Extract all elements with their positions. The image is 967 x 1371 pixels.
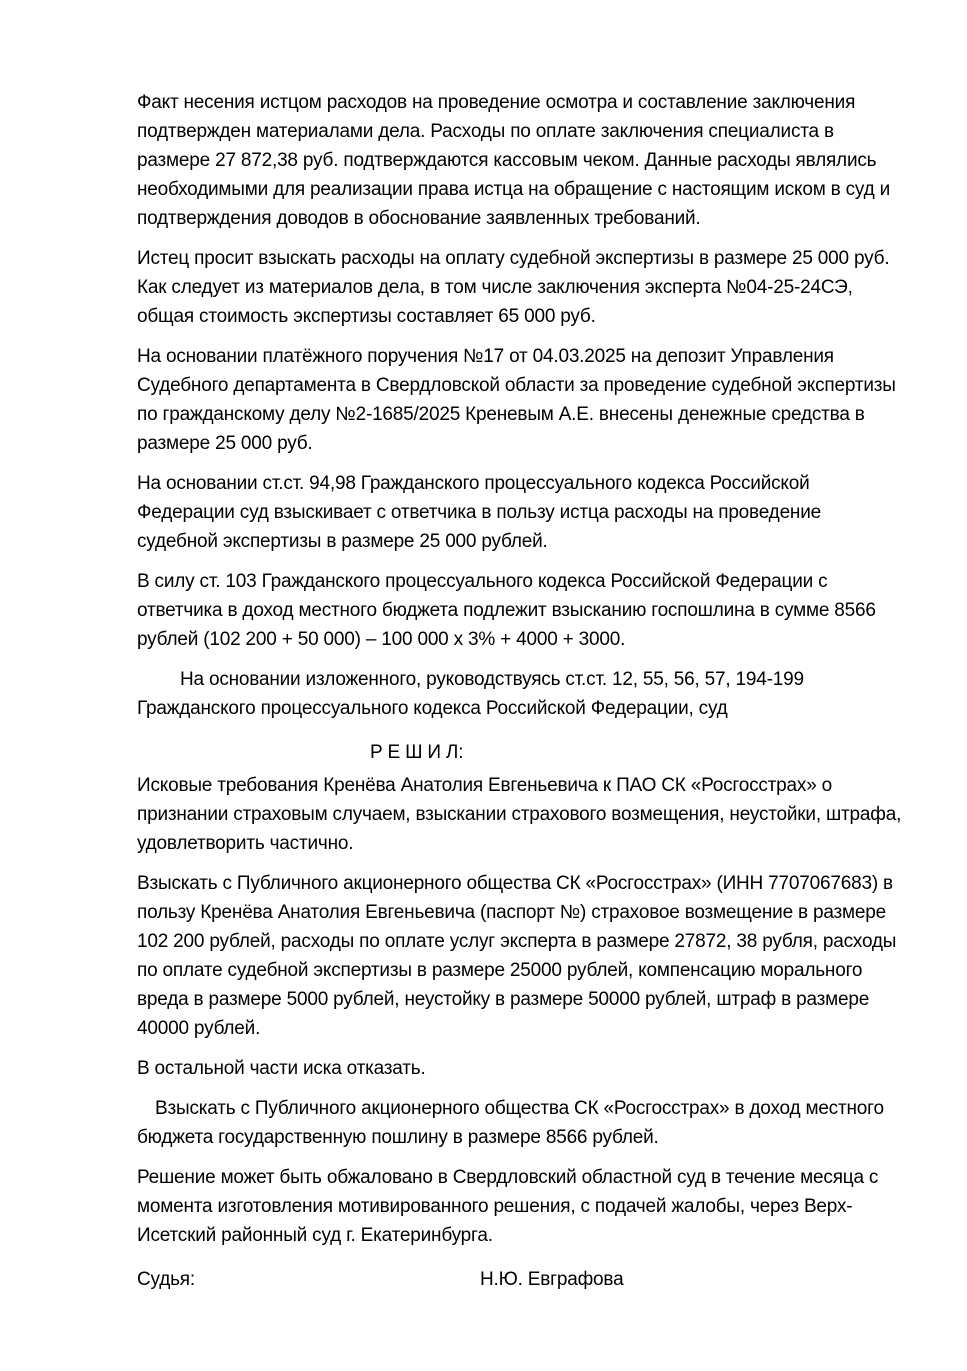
paragraph-art-94-98: На основании ст.ст. 94,98 Гражданского процессуального кодекса Российской Федерации суд взыскивает с ответчика в пользу истца расходы на проведение судебной экспертизы в размере 25 000 рублей.: [137, 473, 822, 552]
paragraph-legal-basis: На основании изложенного, руководствуясь ст.ст. 12, 55, 56, 57, 194-199 Гражданского процессуального кодекса Российской Федерации, суд: [137, 669, 804, 719]
paragraph-expert-costs: Факт несения истцом расходов на проведение осмотра и составление заключения подтвержден материалами дела. Расходы по оплате заключения специалиста в размере 27 872,38 руб. подтверждаются кассовым чеком. Данные расходы являлись необходимыми для реализации права истца на обращение с настоящим иском в суд и подтверждения доводов в обоснование заявленных требований.: [137, 92, 890, 229]
paragraph-expertise-request: Истец просит взыскать расходы на оплату судебной экспертизы в размере 25 000 руб. Как следует из материалов дела, в том числе заключения эксперта №04-25-24СЭ, общая стоимость экспертизы составляет 65 000 руб.: [137, 248, 890, 327]
resolution-heading: Р Е Ш И Л:: [370, 742, 464, 763]
judge-label: Судья:: [137, 1269, 195, 1290]
paragraph-award-amounts: Взыскать с Публичного акционерного общества СК «Росгосстрах» (ИНН 7707067683) в пользу Кренёва Анатолия Евгеньевича (паспорт №) страховое возмещение в размере 102 200 рублей, расходы по оплате услуг эксперта в размере 27872, 38 рубля, расходы по оплате судебной экспертизы в размере 25000 рублей, компенсацию морального вреда в размере 5000 рублей, неустойку в размере 50000 рублей, штраф в размере 40000 рублей.: [137, 873, 897, 1039]
paragraph-rest-denied: В остальной части иска отказать.: [137, 1058, 426, 1079]
paragraph-state-duty: Взыскать с Публичного акционерного общества СК «Росгосстрах» в доход местного бюджета государственную пошлину в размере 8566 рублей.: [137, 1098, 884, 1148]
signature-row: [137, 1265, 905, 1294]
paragraph-claims-partially-satisfied: Исковые требования Кренёва Анатолия Евгеньевича к ПАО СК «Росгосстрах» о признании страховым случаем, взыскании страхового возмещения, неустойки, штрафа, удовлетворить частично.: [137, 775, 902, 854]
document-body: [137, 88, 905, 1294]
paragraph-appeal-procedure: Решение может быть обжаловано в Свердловский областной суд в течение месяца с момента изготовления мотивированного решения, с подачей жалобы, через Верх-Исетский районный суд г. Екатеринбурга.: [137, 1167, 879, 1246]
judge-name: Н.Ю. Евграфова: [480, 1269, 624, 1290]
paragraph-art-103-duty: В силу ст. 103 Гражданского процессуального кодекса Российской Федерации с ответчика в доход местного бюджета подлежит взысканию госпошлина в сумме 8566 рублей (102 200 + 50 000) – 100 000 х 3% + 4000 + 3000.: [137, 571, 876, 650]
paragraph-payment-order: На основании платёжного поручения №17 от 04.03.2025 на депозит Управления Судебного департамента в Свердловской области за проведение судебной экспертизы по гражданскому делу №2-1685/2025 Креневым А.Е. внесены денежные средства в размере 25 000 руб.: [137, 346, 896, 454]
